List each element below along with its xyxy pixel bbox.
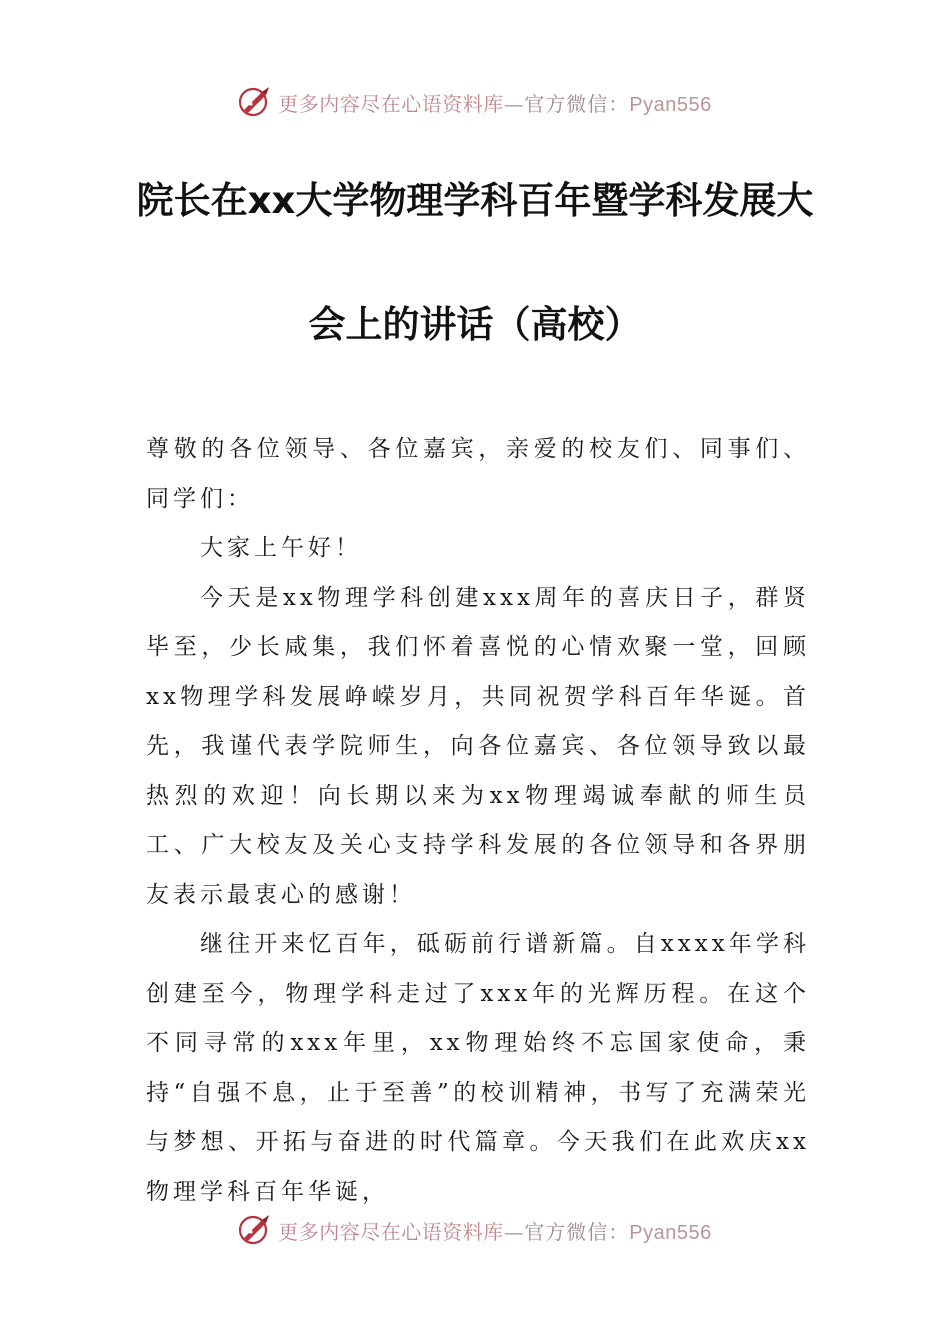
footer-watermark [0, 1210, 950, 1250]
paragraph-1: 今天是xx物理学科创建xxx周年的喜庆日子，群贤毕至，少长咸集，我们怀着喜悦的心情欢聚一堂，回顾xx物理学科发展峥嵘岁月，共同祝贺学科百年华诞。首先，我谨代表学院师生，向各位嘉宾、各位领导致以最热烈的欢迎！向长期以来为xx物理竭诚奉献的师生员工、广大校友及关心支持学科发展的各位领导和各界朋友表示最衷心的感谢！ [146, 584, 810, 908]
watermark-wechat-label: 官方微信： [524, 1219, 630, 1244]
watermark-dash: — [503, 91, 525, 116]
header-watermark [0, 82, 950, 122]
salutation: 尊敬的各位领导、各位嘉宾，亲爱的校友们、同事们、同学们： [146, 436, 810, 512]
paragraph-2: 继往开来忆百年，砥砺前行谱新篇。自xxxx年学科创建至今，物理学科走过了xxx年的光辉历程。在这个不同寻常的xxx年里，xx物理始终不忘国家使命，秉持“自强不息，止于至善”的校训精神，书写了充满荣光与梦想、开拓与奋进的时代篇章。今天我们在此欢庆xx物理学科百年华诞， [146, 931, 810, 1205]
watermark-wechat-id: Pyan556 [629, 1221, 712, 1244]
watermark-dash: — [503, 1219, 525, 1244]
watermark-site-text: 更多内容尽在心语资料库 [278, 1219, 504, 1244]
watermark-wechat-label: 官方微信： [524, 91, 630, 116]
pen-logo-icon [238, 85, 272, 119]
document-body [146, 425, 810, 1217]
greeting: 大家上午好！ [200, 535, 362, 561]
watermark-wechat-id: Pyan556 [629, 93, 712, 116]
watermark-site-text: 更多内容尽在心语资料库 [278, 91, 504, 116]
document-title-line-1: 院长在xx大学物理学科百年暨学科发展大 [136, 179, 814, 222]
pen-logo-icon [238, 1213, 272, 1247]
document-title-line-2: 会上的讲话（高校） [308, 303, 642, 346]
